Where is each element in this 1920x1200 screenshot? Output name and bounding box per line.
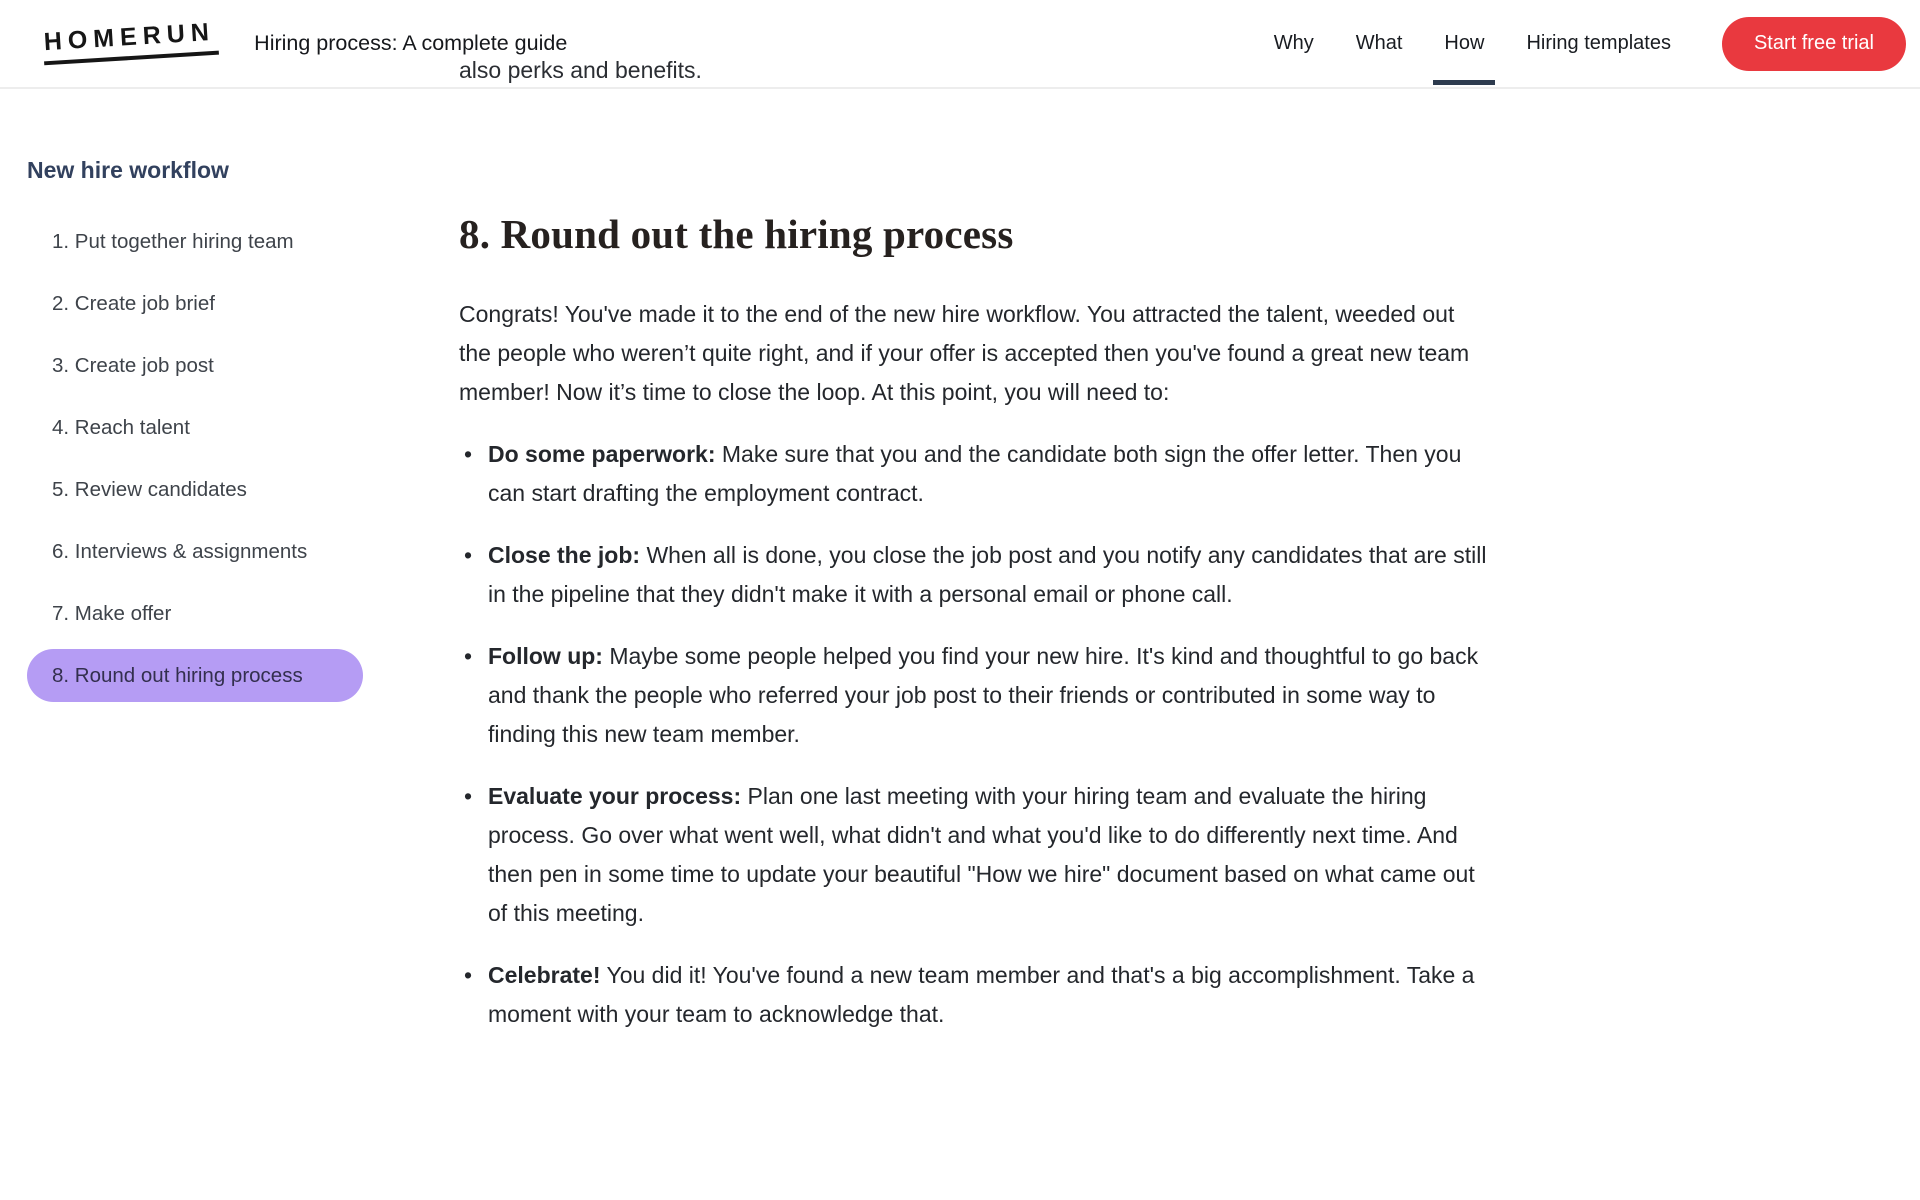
bullet-lead: Do some paperwork:	[488, 441, 716, 467]
sidebar-item-6[interactable]: 6. Interviews & assignments	[52, 539, 308, 563]
bullet-text: You did it! You've found a new team member and that's a big accomplishment. Take a moment with your team to acknowledge that.	[488, 962, 1475, 1027]
sidebar-item-7[interactable]: 7. Make offer	[52, 601, 172, 625]
bullet-text: Make sure that you and the candidate both sign the offer letter. Then you can start drafting the employment contract.	[488, 441, 1462, 506]
bullet-lead: Celebrate!	[488, 962, 601, 988]
article-bullet-list	[459, 435, 1489, 1034]
header-nav	[1253, 0, 1692, 87]
bullet-text: Maybe some people helped you find your new hire. It's kind and thoughtful to go back and thank the people who referred your job post to their friends or contributed in some way to finding this new team member.	[488, 643, 1479, 747]
sidebar-item-5[interactable]: 5. Review candidates	[52, 477, 247, 501]
header-row	[0, 0, 1920, 87]
bullet-text: When all is done, you close the job post and you notify any candidates that are still in the pipeline that they didn't make it with a personal email or phone call.	[488, 542, 1487, 607]
bullet-item	[459, 956, 1489, 1034]
nav-item-hiring-templates[interactable]: Hiring templates	[1526, 32, 1671, 54]
bullet-marker: •	[464, 962, 473, 988]
bullet-lead: Evaluate your process:	[488, 783, 742, 809]
bullet-lead: Close the job:	[488, 542, 641, 568]
page-title: Hiring process: A complete guide	[254, 31, 568, 55]
sidebar-item-4[interactable]: 4. Reach talent	[52, 415, 190, 439]
sidebar-item-3[interactable]: 3. Create job post	[52, 353, 214, 377]
article-intro: Congrats! You've made it to the end of the new hire workflow. You attracted the talent, weeded out the people who weren’t quite right, and if your offer is accepted then you've found a great new team member! Now it’s time to close the loop. At this point, you will need to:	[459, 301, 1470, 405]
nav-item-how[interactable]: How	[1423, 0, 1505, 87]
bullet-item	[459, 637, 1489, 754]
sidebar-list	[27, 215, 363, 702]
scrolled-partial-text: also perks and benefits.	[459, 57, 702, 83]
workflow-sidebar	[27, 155, 363, 702]
bullet-item	[459, 435, 1489, 513]
sidebar-item-2[interactable]: 2. Create job brief	[52, 291, 215, 315]
article	[459, 89, 1579, 1057]
nav-item-what[interactable]: What	[1355, 32, 1403, 54]
bullet-marker: •	[464, 783, 473, 809]
sidebar-item-8[interactable]: 8. Round out hiring process	[27, 649, 363, 702]
start-free-trial-button[interactable]: Start free trial	[1722, 17, 1906, 71]
bullet-marker: •	[464, 441, 473, 467]
sidebar-item-1[interactable]: 1. Put together hiring team	[52, 229, 294, 253]
bullet-marker: •	[464, 542, 473, 568]
homerun-logo-text: HOMERUN	[42, 18, 219, 66]
bullet-marker: •	[464, 643, 473, 669]
homerun-logo[interactable]	[42, 18, 219, 66]
bullet-text: Plan one last meeting with your hiring team and evaluate the hiring process. Go over what went well, what didn't and what you'd like to do differently next time. And then pen in some time to update your beautiful "How we hire" document based on what came out of this meeting.	[488, 783, 1475, 926]
nav-item-why[interactable]: Why	[1273, 32, 1314, 54]
article-heading: 8. Round out the hiring process	[459, 211, 1014, 257]
bullet-lead: Follow up:	[488, 643, 603, 669]
bullet-item	[459, 536, 1489, 614]
sidebar-heading: New hire workflow	[27, 157, 229, 183]
bullet-item	[459, 777, 1489, 933]
site-header	[0, 0, 1920, 89]
